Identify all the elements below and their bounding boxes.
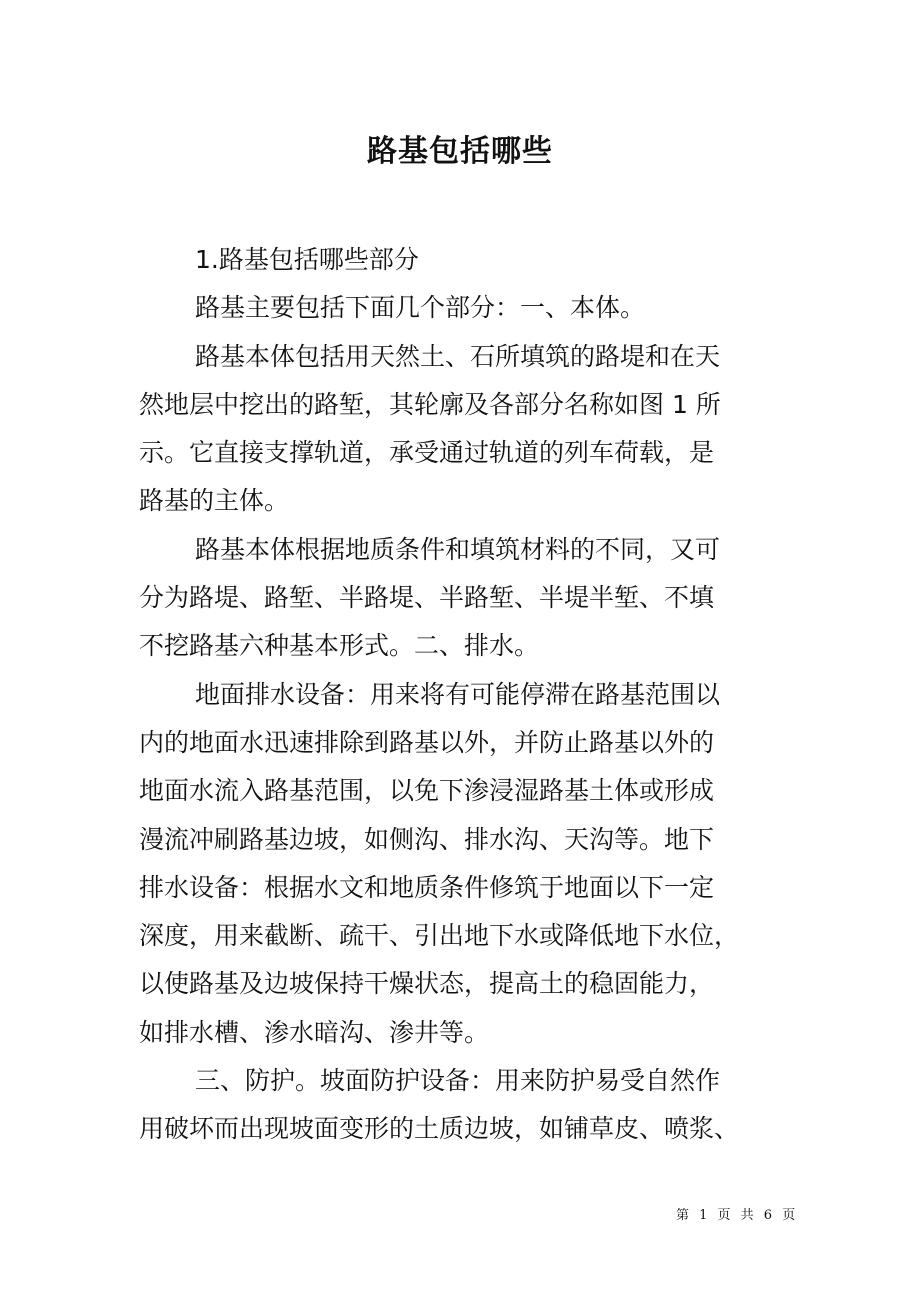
text-line: 分为路堤、路堑、半路堤、半路堑、半堤半堑、不填 [139,583,715,613]
text-line: 示。它直接支撑轨道，承受通过轨道的列车荷载，是 [139,438,715,468]
text-line: 深度，用来截断、疏干、引出地下水或降低地下水位， [139,921,740,951]
document-title: 路基包括哪些 [367,134,553,169]
document-body [139,236,784,1154]
text-line: 不挖路基六种基本形式。二、排水。 [139,631,540,661]
text-line: 以使路基及边坡保持干燥状态，提高土的稳固能力， [139,969,715,999]
text-line: 排水设备：根据水文和地质条件修筑于地面以下一定 [139,872,715,902]
text-line: 路基主要包括下面几个部分：一、本体。 [195,293,646,323]
text-line: 路基本体包括用天然土、石所填筑的路堤和在天 [195,341,721,371]
text-line: 路基的主体。 [139,486,290,516]
text-line: 如排水槽、渗水暗沟、渗井等。 [139,1017,490,1047]
text-line: 用破坏而出现坡面变形的土质边坡，如铺草皮、喷浆、 [139,1114,740,1144]
text-line: 1.路基包括哪些部分 [195,245,419,274]
text-line: 地面水流入路基范围，以免下渗浸湿路基土体或形成 [139,776,715,806]
text-line: 然地层中挖出的路堑，其轮廓及各部分名称如图 1 所 [139,389,721,419]
page-number-footer: 第 1 页 共 6 页 [676,1208,799,1223]
text-line: 地面排水设备：用来将有可能停滞在路基范围以 [195,679,721,709]
text-line: 三、防护。坡面防护设备：用来防护易受自然作 [195,1066,721,1096]
text-line: 路基本体根据地质条件和填筑材料的不同，又可 [195,534,721,564]
text-line: 内的地面水迅速排除到路基以外，并防止路基以外的 [139,727,715,757]
text-line: 漫流冲刷路基边坡，如侧沟、排水沟、天沟等。地下 [139,824,715,854]
